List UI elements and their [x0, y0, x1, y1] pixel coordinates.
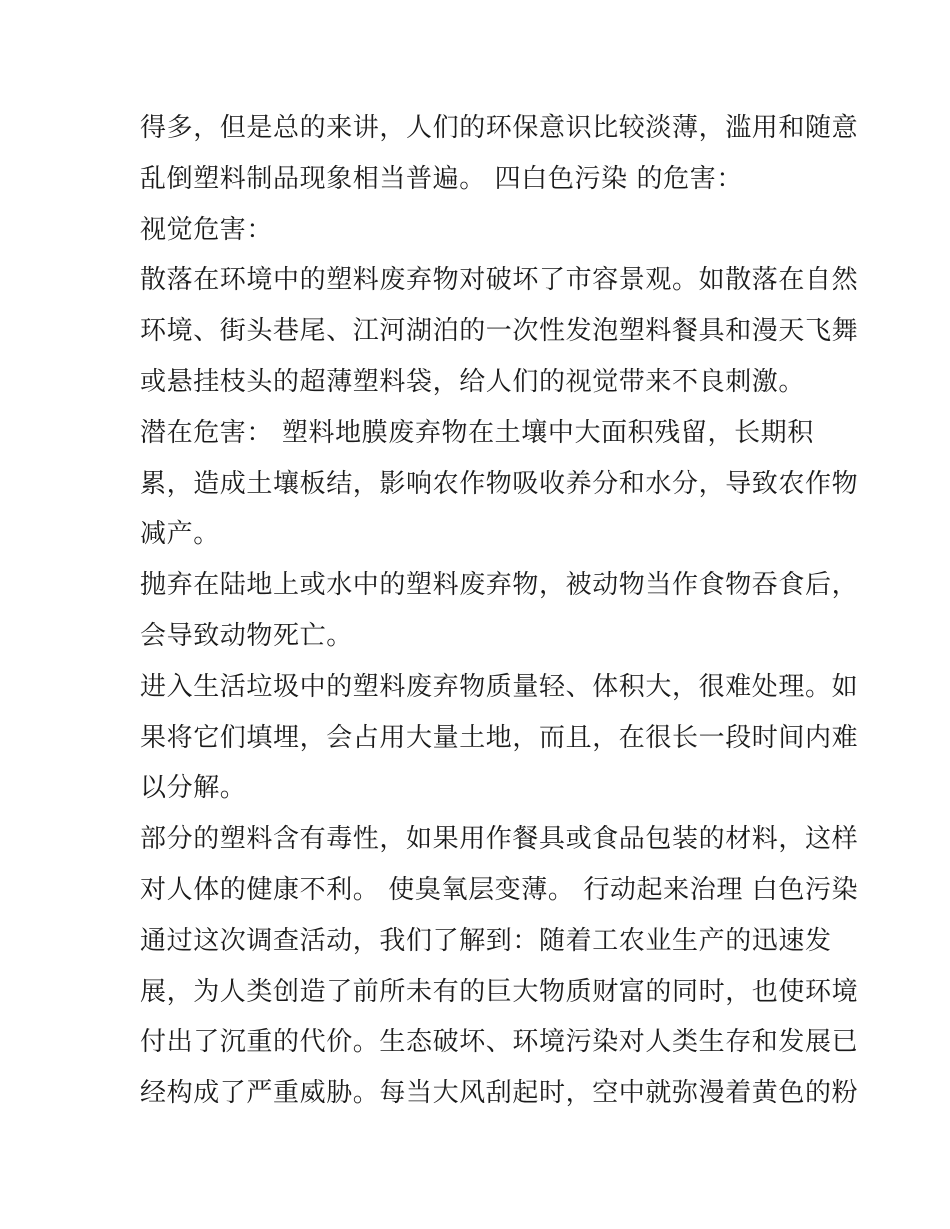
text-line: 付出了沉重的代价。生态破坏、环境污染对人类生存和发展已	[140, 1027, 859, 1058]
text-line: 散落在环境中的塑料废弃物对破坏了市容景观。如散落在自然	[140, 265, 859, 296]
text-line: 乱倒塑料制品现象相当普遍。 四白色污染 的危害：	[140, 163, 743, 194]
text-line: 会导致动物死亡。	[140, 620, 353, 651]
text-line: 展，为人类创造了前所未有的巨大物质财富的同时，也使环境	[140, 976, 859, 1007]
text-line: 经构成了严重威胁。每当大风刮起时，空中就弥漫着黄色的粉	[140, 1078, 859, 1109]
body-text	[140, 103, 859, 1119]
text-line: 或悬挂枝头的超薄塑料袋，给人们的视觉带来不良刺激。	[140, 366, 806, 397]
text-line: 视觉危害：	[140, 214, 274, 245]
text-line: 潜在危害： 塑料地膜废弃物在土壤中大面积残留，长期积	[140, 417, 814, 448]
text-line: 抛弃在陆地上或水中的塑料废弃物，被动物当作食物吞食后，	[140, 570, 859, 601]
text-line: 得多，但是总的来讲，人们的环保意识比较淡薄，滥用和随意	[140, 113, 859, 143]
text-line: 通过这次调查活动，我们了解到：随着工农业生产的迅速发	[140, 925, 832, 956]
text-line: 对人体的健康不利。 使臭氧层变薄。 行动起来治理 白色污染	[140, 874, 859, 905]
text-line: 累，造成土壤板结，影响农作物吸收养分和水分，导致农作物	[140, 468, 859, 499]
text-line: 环境、街头巷尾、江河湖泊的一次性发泡塑料餐具和漫天飞舞	[140, 316, 859, 347]
text-line: 进入生活垃圾中的塑料废弃物质量轻、体积大，很难处理。如	[140, 671, 859, 702]
text-line: 减产。	[140, 519, 220, 550]
text-line: 果将它们填埋，会占用大量土地，而且，在很长一段时间内难	[140, 722, 859, 753]
text-line: 部分的塑料含有毒性，如果用作餐具或食品包装的材料，这样	[140, 824, 859, 855]
text-line: 以分解。	[140, 773, 247, 804]
